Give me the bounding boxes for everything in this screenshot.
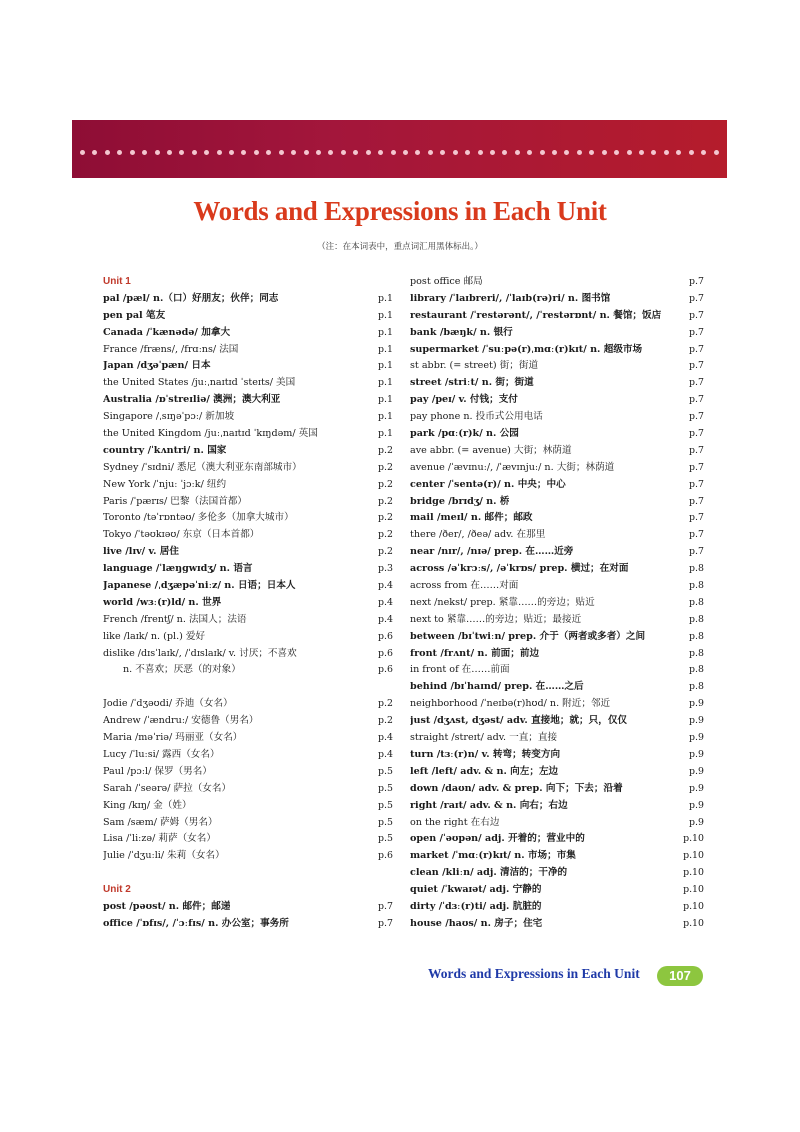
spacer [103, 865, 393, 882]
banner-dot [515, 150, 520, 155]
entry-text: near /nɪr/, /nɪə/ prep. 在……近旁 [410, 546, 574, 558]
entry-page-ref: p.7 [689, 309, 704, 321]
vocabulary-entry [410, 696, 704, 713]
vocabulary-entry [410, 831, 704, 848]
vocabulary-entry [410, 781, 704, 798]
entry-text: bank /bæŋk/ n. 银行 [410, 326, 513, 338]
banner-dot [304, 150, 309, 155]
entry-page-ref: p.10 [683, 917, 704, 929]
entry-text: the United Kingdom /juːˌnaɪtɪd ˈkɪŋdəm/ 英国 [103, 428, 318, 440]
entry-text: open /ˈəʊpən/ adj. 开着的；营业中的 [410, 833, 585, 845]
vocabulary-entry [410, 679, 704, 696]
vocabulary-entry [410, 460, 704, 477]
entry-page-ref: p.8 [689, 580, 704, 592]
entry-page-ref: p.9 [689, 782, 704, 794]
entry-page-ref: p.6 [378, 630, 393, 642]
banner-dot [266, 150, 271, 155]
entry-page-ref: p.7 [689, 360, 704, 372]
entry-text: Unit 1 [103, 276, 131, 287]
entry-text: the United States /juːˌnaɪtɪd ˈsteɪts/ 美国 [103, 377, 296, 389]
banner-dot [328, 150, 333, 155]
banner-dot [540, 150, 545, 155]
banner-dot [105, 150, 110, 155]
entry-page-ref: p.8 [689, 681, 704, 693]
vocabulary-entry [410, 426, 704, 443]
entry-page-ref: p.7 [689, 512, 704, 524]
entry-page-ref: p.7 [689, 292, 704, 304]
entry-text: on the right 在右边 [410, 816, 500, 828]
vocabulary-entry [103, 764, 393, 781]
entry-page-ref: p.8 [689, 596, 704, 608]
vocabulary-entry [410, 747, 704, 764]
entry-page-ref: p.3 [378, 563, 393, 575]
entry-text: supermarket /ˈsuːpə(r)ˌmɑː(r)kɪt/ n. 超级市场 [410, 343, 643, 355]
banner-dot [602, 150, 607, 155]
vocabulary-entry [410, 730, 704, 747]
vocabulary-entry [103, 730, 393, 747]
vocabulary-entry [103, 544, 393, 561]
entry-text: across /əˈkrɔːs/, /əˈkrɒs/ prep. 横过；在对面 [410, 563, 629, 575]
entry-page-ref: p.5 [378, 799, 393, 811]
vocabulary-entry [103, 342, 393, 359]
vocabulary-entry [103, 595, 393, 612]
entry-page-ref: p.8 [689, 647, 704, 659]
vocabulary-entry [103, 646, 393, 663]
entry-page-ref: p.1 [378, 360, 393, 372]
vocabulary-entry [103, 781, 393, 798]
entry-text: Tokyo /ˈtəʊkɪəʊ/ 东京（日本首都） [103, 529, 260, 541]
entry-page-ref: p.7 [689, 529, 704, 541]
entry-page-ref: p.1 [378, 428, 393, 440]
banner-dot [341, 150, 346, 155]
entry-page-ref: p.2 [378, 444, 393, 456]
vocabulary-entry [103, 392, 393, 409]
banner-dot [440, 150, 445, 155]
entry-text: dislike /dɪsˈlaɪk/, /ˈdɪslaɪk/ v. 讨厌；不喜欢 [103, 647, 297, 659]
entry-page-ref: p.7 [689, 428, 704, 440]
entry-page-ref: p.4 [378, 748, 393, 760]
banner-dot [552, 150, 557, 155]
vocabulary-entry [103, 443, 393, 460]
entry-text: post /pəʊst/ n. 邮件；邮递 [103, 900, 231, 912]
entry-text: pen pal 笔友 [103, 309, 166, 321]
entry-text: Lisa /ˈliːzə/ 莉萨（女名） [103, 833, 216, 845]
entry-text: Andrew /ˈændruː/ 安德鲁（男名） [103, 715, 259, 727]
entry-page-ref: p.2 [378, 698, 393, 710]
page-number-badge: 107 [657, 966, 703, 986]
entry-text: French /frentʃ/ n. 法国人；法语 [103, 613, 247, 625]
vocabulary-entry [103, 578, 393, 595]
entry-page-ref: p.7 [689, 377, 704, 389]
banner-dot [217, 150, 222, 155]
entry-page-ref: p.7 [689, 546, 704, 558]
vocabulary-entry [410, 392, 704, 409]
entry-text: turn /tɜː(r)n/ v. 转弯；转变方向 [410, 748, 561, 760]
entry-text: King /kɪŋ/ 金（姓） [103, 799, 192, 811]
entry-page-ref: p.7 [689, 478, 704, 490]
entry-text: Sydney /ˈsɪdni/ 悉尼（澳大利亚东南部城市） [103, 461, 302, 473]
vocabulary-entry [410, 764, 704, 781]
entry-page-ref: p.2 [378, 478, 393, 490]
vocabulary-entry [103, 899, 393, 916]
vocabulary-entry [410, 713, 704, 730]
entry-text: library /ˈlaɪbreri/, /ˈlaɪb(rə)ri/ n. 图书馆 [410, 292, 611, 304]
entry-page-ref: p.5 [378, 833, 393, 845]
vocabulary-entry [410, 882, 704, 899]
entry-text: avenue /ˈævɪnuː/, /ˈævɪnjuː/ n. 大街；林荫道 [410, 461, 615, 473]
entry-page-ref: p.5 [378, 782, 393, 794]
entry-page-ref: p.10 [683, 867, 704, 879]
vocabulary-entry [103, 291, 393, 308]
entry-text: st abbr. (= street) 街；街道 [410, 360, 539, 372]
entry-text: just /dʒʌst, dʒəst/ adv. 直接地；就；只，仅仅 [410, 715, 628, 727]
entry-page-ref: p.9 [689, 698, 704, 710]
entry-page-ref: p.8 [689, 563, 704, 575]
entry-page-ref: p.2 [378, 715, 393, 727]
entry-text: street /striːt/ n. 街；街道 [410, 377, 534, 389]
entry-page-ref: p.1 [378, 377, 393, 389]
vocabulary-entry [410, 629, 704, 646]
entry-text: country /ˈkʌntri/ n. 国家 [103, 444, 227, 456]
entry-text: market /ˈmɑː(r)kɪt/ n. 市场；市集 [410, 850, 576, 862]
entry-text: Julie /ˈdʒuːli/ 朱莉（女名） [103, 850, 225, 862]
vocabulary-entry [410, 342, 704, 359]
entry-text: Sam /sæm/ 萨姆（男名） [103, 816, 218, 828]
entry-text: pay phone n. 投币式公用电话 [410, 411, 543, 423]
unit-heading [103, 882, 393, 899]
entry-text: center /ˈsentə(r)/ n. 中央；中心 [410, 478, 566, 490]
banner-dot [564, 150, 569, 155]
entry-text: Paul /pɔːl/ 保罗（男名） [103, 765, 212, 777]
vocabulary-entry [103, 375, 393, 392]
entry-text: between /bɪˈtwiːn/ prep. 介于（两者或多者）之间 [410, 630, 646, 642]
entry-page-ref: p.2 [378, 461, 393, 473]
banner-dot [415, 150, 420, 155]
entry-text: clean /kliːn/ adj. 清洁的；干净的 [410, 867, 568, 879]
entry-text: restaurant /ˈrestərənt/, /ˈrestərɒnt/ n. 餐馆；饭店 [410, 309, 662, 321]
entry-page-ref: p.1 [378, 326, 393, 338]
entry-text: language /ˈlæŋgwɪdʒ/ n. 语言 [103, 563, 253, 575]
entry-text: front /frʌnt/ n. 前面；前边 [410, 647, 540, 659]
entry-page-ref: p.9 [689, 765, 704, 777]
running-footer-title: Words and Expressions in Each Unit [428, 966, 640, 981]
entry-page-ref: p.6 [378, 664, 393, 676]
entry-page-ref: p.5 [378, 816, 393, 828]
entry-page-ref: p.1 [378, 292, 393, 304]
banner-dot [664, 150, 669, 155]
entry-text: Unit 2 [103, 884, 131, 896]
entry-page-ref: p.4 [378, 613, 393, 625]
entry-text: quiet /ˈkwaɪət/ adj. 宁静的 [410, 884, 542, 896]
vocabulary-entry [410, 443, 704, 460]
vocabulary-entry [103, 358, 393, 375]
banner-dot [117, 150, 122, 155]
entry-text: in front of 在……前面 [410, 664, 510, 676]
vocabulary-entry [410, 409, 704, 426]
entry-page-ref: p.7 [689, 411, 704, 423]
banner-dot [353, 150, 358, 155]
entry-page-ref: p.4 [378, 580, 393, 592]
vocabulary-entry [410, 375, 704, 392]
banner-dot [614, 150, 619, 155]
entry-page-ref: p.2 [378, 529, 393, 541]
entry-page-ref: p.7 [689, 495, 704, 507]
entry-page-ref: p.1 [378, 309, 393, 321]
vocabulary-entry [410, 815, 704, 832]
page-title: Words and Expressions in Each Unit [193, 196, 607, 226]
unit-heading [103, 274, 393, 291]
entry-text: Lucy /ˈluːsi/ 露西（女名） [103, 748, 220, 760]
entry-page-ref: p.8 [689, 630, 704, 642]
vocabulary-entry [410, 848, 704, 865]
vocabulary-entry [103, 848, 393, 865]
banner-dot [428, 150, 433, 155]
entry-text: park /pɑː(r)k/ n. 公园 [410, 428, 519, 440]
banner-dot [676, 150, 681, 155]
entry-page-ref: p.8 [689, 664, 704, 676]
vocabulary-entry [103, 325, 393, 342]
banner-dot [453, 150, 458, 155]
vocabulary-entry [103, 629, 393, 646]
vocabulary-entry [103, 916, 393, 933]
banner-dot [204, 150, 209, 155]
entry-text: there /ðer/, /ðeə/ adv. 在那里 [410, 529, 546, 541]
entry-text: Sarah /ˈseərə/ 萨拉（女名） [103, 782, 232, 794]
entry-page-ref: p.4 [378, 596, 393, 608]
banner-dot [391, 150, 396, 155]
vocabulary-entry [410, 477, 704, 494]
entry-text: post office 邮局 [410, 276, 483, 287]
entry-page-ref: p.5 [378, 765, 393, 777]
entry-page-ref: p.8 [689, 613, 704, 625]
vocabulary-entry [103, 798, 393, 815]
entry-text: Maria /məˈriə/ 玛丽亚（女名） [103, 732, 243, 744]
vocabulary-entry [410, 798, 704, 815]
banner-dot [527, 150, 532, 155]
banner-dot [142, 150, 147, 155]
entry-text: dirty /ˈdɜː(r)ti/ adj. 肮脏的 [410, 900, 542, 912]
vocabulary-entry [410, 899, 704, 916]
vocabulary-entry [410, 291, 704, 308]
vocabulary-entry [410, 274, 704, 291]
entry-page-ref: p.6 [378, 850, 393, 862]
vocabulary-entry [410, 325, 704, 342]
banner-dot [577, 150, 582, 155]
vocabulary-entry [103, 426, 393, 443]
vocabulary-entry [410, 916, 704, 933]
banner-dot [627, 150, 632, 155]
entry-page-ref: p.1 [378, 411, 393, 423]
banner-dot [502, 150, 507, 155]
vocabulary-entry [410, 510, 704, 527]
entry-page-ref: p.10 [683, 850, 704, 862]
vocabulary-entry [103, 815, 393, 832]
entry-page-ref: p.7 [378, 900, 393, 912]
entry-text: across from 在……对面 [410, 580, 519, 592]
vocabulary-note: （注：在本词表中，重点词汇用黑体标出。） [317, 242, 483, 252]
entry-text: bridge /brɪdʒ/ n. 桥 [410, 495, 510, 507]
vocabulary-entry [103, 831, 393, 848]
entry-text: Jodie /ˈdʒəʊdi/ 乔迪（女名） [103, 698, 233, 710]
vocabulary-entry [103, 713, 393, 730]
entry-page-ref: p.10 [683, 884, 704, 896]
vocabulary-entry [410, 308, 704, 325]
entry-page-ref: p.9 [689, 715, 704, 727]
vocabulary-entry [410, 865, 704, 882]
vocabulary-entry [103, 612, 393, 629]
entry-text: office /ˈɒfɪs/, /ˈɔːfɪs/ n. 办公室；事务所 [103, 917, 289, 929]
banner-dot [155, 150, 160, 155]
vocabulary-entry [410, 544, 704, 561]
entry-page-ref: p.7 [689, 276, 704, 287]
banner-dot [279, 150, 284, 155]
banner-dot [490, 150, 495, 155]
banner-dot [701, 150, 706, 155]
vocabulary-entry [103, 696, 393, 713]
banner-dot [478, 150, 483, 155]
entry-page-ref: p.2 [378, 546, 393, 558]
entry-text: next to 紧靠……的旁边；贴近；最接近 [410, 613, 582, 625]
entry-text: Singapore /ˌsɪŋəˈpɔː/ 新加坡 [103, 411, 235, 423]
banner-dot [92, 150, 97, 155]
entry-text: straight /streɪt/ adv. 一直；直接 [410, 732, 558, 744]
vocabulary-entry [410, 561, 704, 578]
vocabulary-entry [410, 578, 704, 595]
vocabulary-entry [103, 561, 393, 578]
banner-dot [254, 150, 259, 155]
vocabulary-entry [410, 595, 704, 612]
banner-dot [639, 150, 644, 155]
entry-page-ref: p.9 [689, 816, 704, 828]
banner-dot [378, 150, 383, 155]
entry-text: Australia /ɒˈstreɪliə/ 澳洲；澳大利亚 [103, 394, 281, 406]
vocabulary-entry [410, 527, 704, 544]
entry-page-ref: p.6 [378, 647, 393, 659]
banner-dot [192, 150, 197, 155]
entry-text: Japan /dʒəˈpæn/ 日本 [103, 360, 211, 372]
vocabulary-entry [410, 358, 704, 375]
banner-dot [179, 150, 184, 155]
entry-page-ref: p.9 [689, 748, 704, 760]
entry-page-ref: p.7 [689, 343, 704, 355]
entry-page-ref: p.1 [378, 343, 393, 355]
vocabulary-entry [410, 662, 704, 679]
banner-dot [589, 150, 594, 155]
banner-dot [291, 150, 296, 155]
entry-text: left /left/ adv. & n. 向左；左边 [410, 765, 559, 777]
entry-page-ref: p.1 [378, 394, 393, 406]
spacer [103, 679, 393, 696]
entry-text: house /haʊs/ n. 房子；住宅 [410, 917, 543, 929]
banner-dot [241, 150, 246, 155]
vocabulary-entry [103, 747, 393, 764]
vocabulary-entry [410, 612, 704, 629]
entry-page-ref: p.10 [683, 900, 704, 912]
entry-page-ref: p.10 [683, 833, 704, 845]
entry-text: neighborhood /ˈneɪbə(r)hʊd/ n. 附近；邻近 [410, 698, 611, 710]
banner-dot [403, 150, 408, 155]
entry-text: down /daʊn/ adv. & prep. 向下；下去；沿着 [410, 782, 623, 794]
vocabulary-entry [103, 409, 393, 426]
vocabulary-entry [103, 527, 393, 544]
entry-text: pal /pæl/ n.（口）好朋友；伙伴；同志 [103, 292, 279, 304]
entry-page-ref: p.7 [689, 461, 704, 473]
entry-page-ref: p.4 [378, 732, 393, 744]
entry-text: n. 不喜欢；厌恶（的对象） [123, 664, 241, 676]
vocabulary-entry [410, 646, 704, 663]
entry-text: New York /ˈnjuː ˈjɔːk/ 纽约 [103, 478, 227, 490]
entry-text: world /wɜː(r)ld/ n. 世界 [103, 596, 222, 608]
vocabulary-entry [103, 477, 393, 494]
banner-dot [80, 150, 85, 155]
vocabulary-entry [103, 662, 393, 679]
entry-text: Toronto /təˈrɒntəʊ/ 多伦多（加拿大城市） [103, 512, 294, 524]
banner-dot [130, 150, 135, 155]
vocabulary-entry [103, 510, 393, 527]
banner-dot [316, 150, 321, 155]
banner-dot [651, 150, 656, 155]
entry-text: Paris /ˈpærɪs/ 巴黎（法国首都） [103, 495, 248, 507]
vocabulary-entry [410, 494, 704, 511]
entry-text: next /nekst/ prep. 紧靠……的旁边；贴近 [410, 596, 595, 608]
entry-text: pay /peɪ/ v. 付钱；支付 [410, 394, 518, 406]
entry-text: Canada /ˈkænədə/ 加拿大 [103, 326, 231, 338]
entry-text: live /lɪv/ v. 居住 [103, 546, 179, 558]
right-vocabulary-column [410, 274, 704, 933]
entry-page-ref: p.7 [689, 394, 704, 406]
banner-dot [465, 150, 470, 155]
entry-page-ref: p.2 [378, 495, 393, 507]
entry-text: right /raɪt/ adv. & n. 向右；右边 [410, 799, 568, 811]
banner-dot [714, 150, 719, 155]
entry-text: Japanese /ˌdʒæpəˈniːz/ n. 日语；日本人 [103, 580, 296, 592]
entry-text: ave abbr. (= avenue) 大街；林荫道 [410, 444, 572, 456]
entry-page-ref: p.7 [689, 326, 704, 338]
banner-dots [72, 150, 727, 160]
entry-text: like /laɪk/ n. (pl.) 爱好 [103, 630, 206, 642]
entry-page-ref: p.9 [689, 732, 704, 744]
entry-page-ref: p.9 [689, 799, 704, 811]
vocabulary-entry [103, 460, 393, 477]
entry-page-ref: p.7 [689, 444, 704, 456]
entry-text: behind /bɪˈhaɪnd/ prep. 在……之后 [410, 681, 584, 693]
vocabulary-entry [103, 308, 393, 325]
entry-page-ref: p.7 [378, 917, 393, 929]
left-vocabulary-column [103, 274, 393, 933]
banner-dot [167, 150, 172, 155]
header-banner [72, 120, 727, 178]
banner-dot [689, 150, 694, 155]
banner-dot [366, 150, 371, 155]
entry-page-ref: p.2 [378, 512, 393, 524]
banner-dot [229, 150, 234, 155]
vocabulary-entry [103, 494, 393, 511]
entry-text: mail /meɪl/ n. 邮件；邮政 [410, 512, 533, 524]
entry-text: France /fræns/, /frɑːns/ 法国 [103, 343, 239, 355]
